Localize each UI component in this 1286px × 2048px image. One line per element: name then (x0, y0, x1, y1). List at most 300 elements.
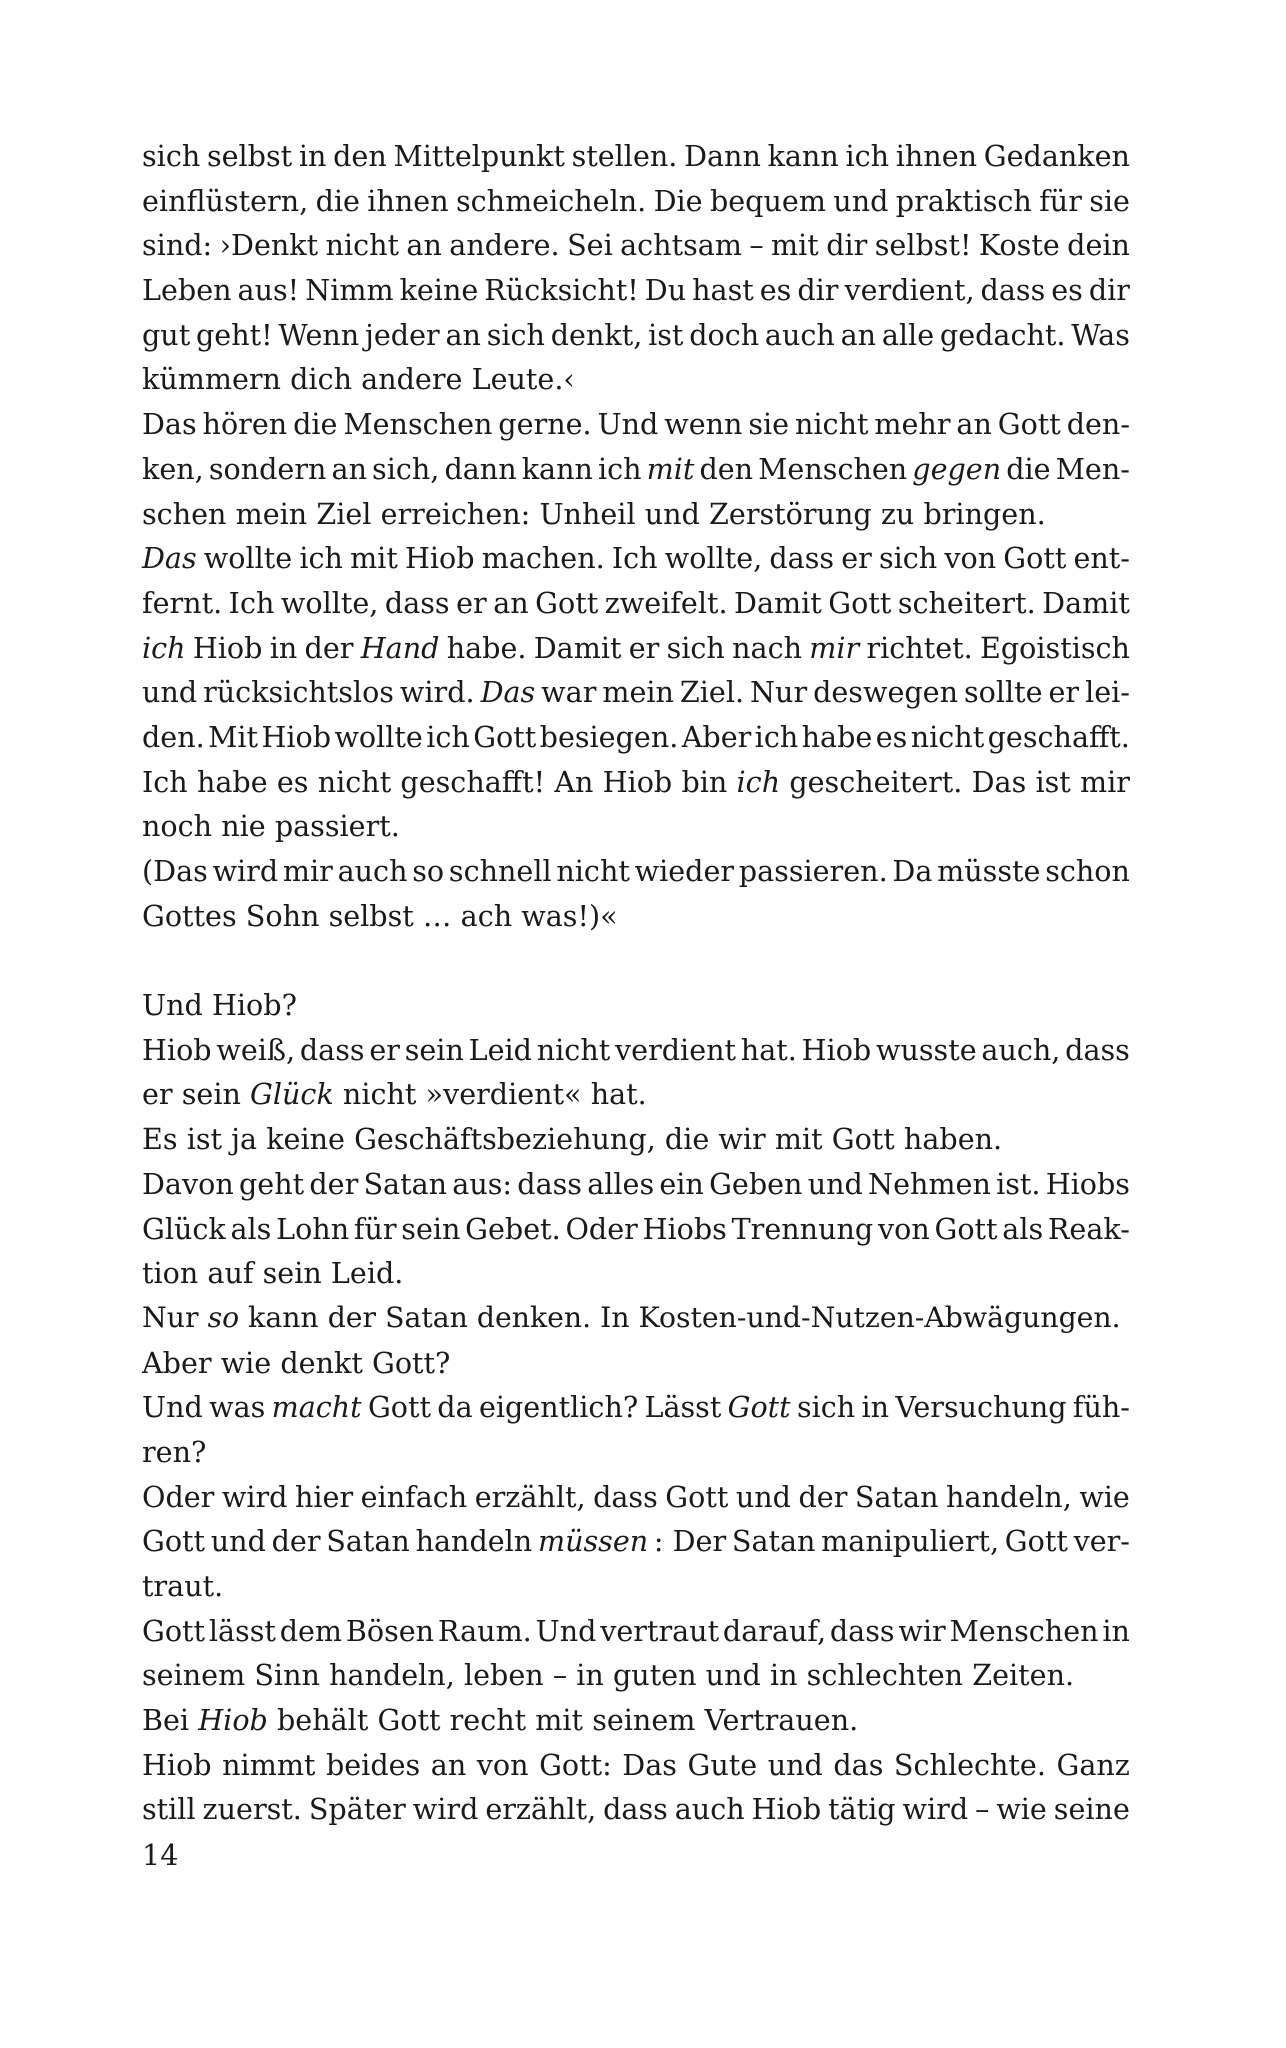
word: Ganz (1056, 1747, 1130, 1782)
word: Menschen (758, 451, 908, 486)
word: Gott: (539, 1747, 612, 1782)
word: denkt, (550, 317, 643, 352)
word: Hiobs (642, 1211, 727, 1246)
word: als (230, 1211, 272, 1246)
word: auch (764, 317, 835, 352)
word: Hiob (404, 541, 475, 576)
word: praktisch (895, 183, 1032, 218)
word: erzählt, (485, 1792, 597, 1827)
word: erzählt, (474, 1479, 586, 1514)
word: nicht (536, 1032, 611, 1067)
word: beides (325, 1747, 421, 1782)
italic-word: Das (142, 541, 197, 576)
text-line (142, 1787, 1130, 1832)
word: Leute.‹ (471, 362, 575, 397)
word: ist (1035, 764, 1071, 799)
word: lässt (208, 1613, 276, 1648)
word: gerne. (498, 407, 592, 442)
word: passiert. (274, 809, 400, 844)
word: und (833, 183, 889, 218)
word: Hiobs (1045, 1166, 1130, 1201)
word: er (628, 630, 660, 665)
word: wieder (634, 854, 735, 888)
word: kann (248, 1300, 319, 1334)
word: Aber (681, 719, 752, 754)
text-line (142, 268, 1130, 313)
word: den. (142, 719, 205, 754)
word: habe (196, 764, 268, 799)
word: dich (290, 362, 353, 397)
word: er (142, 1077, 173, 1112)
text-line (142, 1207, 1130, 1252)
word: von (944, 541, 997, 576)
word: sein (404, 1032, 464, 1067)
word: selbst (206, 139, 293, 173)
word: selbst! (874, 228, 972, 263)
word: auch, (981, 1032, 1061, 1067)
word: dem (279, 1613, 343, 1648)
word: jeder (365, 317, 440, 352)
italic-word: Glück (250, 1077, 334, 1112)
word: noch (142, 809, 213, 844)
word: nicht (795, 407, 869, 442)
word: der (798, 1479, 848, 1514)
word: besiegen. (539, 719, 679, 754)
word: bin (681, 764, 728, 799)
word: Vertrauen. (704, 1703, 859, 1738)
word: gut (142, 317, 191, 352)
word: ver- (1073, 1524, 1130, 1559)
word: einflüstern, (142, 183, 309, 218)
word: Und (142, 1390, 203, 1425)
text-line (142, 447, 1130, 492)
text-line (142, 134, 1130, 179)
italic-word: müssen (537, 1524, 649, 1559)
body-text (142, 134, 1130, 1832)
word: deswegen (813, 675, 959, 710)
word: behält (276, 1703, 369, 1738)
word: Aber (142, 1345, 212, 1380)
word: mir (282, 854, 333, 888)
word: habe (801, 719, 873, 754)
word: mir (1080, 764, 1130, 799)
word: kann (521, 451, 593, 486)
text-line (142, 492, 1130, 537)
word: Satan (731, 1524, 816, 1559)
word: machen. (481, 541, 605, 576)
word: er (841, 541, 872, 576)
italic-word: mit (646, 451, 695, 486)
word: an (430, 1747, 467, 1782)
word: wie (220, 1345, 272, 1380)
word: richtet. (866, 630, 973, 665)
word: Leben (142, 273, 232, 308)
word: dass (980, 273, 1046, 308)
word: nicht (342, 1077, 417, 1112)
word: dass (593, 1479, 658, 1514)
word: und (735, 1479, 791, 1514)
word: verdient (615, 1032, 737, 1067)
word: schen (142, 496, 227, 531)
word: Du (644, 273, 687, 308)
word: an (840, 317, 877, 352)
word: alles (587, 1166, 655, 1201)
word: von (476, 1747, 529, 1782)
word: aus: (452, 1166, 513, 1201)
word: Davon (142, 1166, 234, 1201)
word: an (493, 585, 529, 620)
word: da (437, 1390, 473, 1425)
word: in (861, 1390, 890, 1425)
word: Geben (709, 1166, 803, 1201)
word: auch (674, 1792, 745, 1827)
word: schmeicheln. (455, 183, 647, 218)
word: Gott? (371, 1345, 451, 1380)
word: sich (796, 1390, 856, 1425)
word: Kosten-und-Nutzen-Abwägungen. (638, 1300, 1121, 1334)
word: hat. (740, 1032, 797, 1067)
word: ein (659, 1166, 704, 1201)
word: Da (892, 854, 933, 888)
word: ist (186, 1122, 222, 1157)
word: Gott (535, 585, 599, 620)
word: müsste (937, 854, 1041, 888)
word: – (975, 1792, 990, 1827)
word: sein (262, 1256, 322, 1291)
word: er (369, 1032, 400, 1067)
word: mit (535, 1703, 584, 1738)
word: gedacht. (939, 317, 1066, 352)
word: Hiob (602, 764, 673, 799)
word: wollte, (280, 585, 379, 620)
word: es (1051, 273, 1083, 308)
text-line (142, 1162, 1130, 1207)
word: Gebet. (465, 1211, 561, 1246)
text-line (142, 1475, 1130, 1520)
word: Gottes (142, 898, 237, 933)
word: Gott (934, 1211, 998, 1246)
word: mein (235, 496, 308, 531)
word: weiß, (216, 1032, 296, 1067)
text-line (142, 1519, 1130, 1564)
text-line (142, 894, 1130, 939)
word: nicht (325, 228, 399, 263)
text-line (142, 1296, 1130, 1341)
word: wie (1079, 1479, 1130, 1514)
word: achtsam (620, 228, 742, 263)
word: der (309, 1166, 359, 1201)
word: wir (898, 1613, 946, 1648)
word: Damit (533, 630, 622, 665)
word: Menschen (949, 1613, 1099, 1648)
word: Gott (831, 1122, 895, 1157)
word: bringen. (923, 496, 1046, 531)
word: für (1039, 183, 1082, 218)
word: scheitert. (897, 585, 1036, 620)
word: Das (622, 1747, 677, 1782)
word: Mit (208, 719, 259, 754)
word: passieren. (738, 854, 888, 888)
word: rücksichtslos (203, 675, 394, 710)
word: und (644, 496, 700, 531)
text-line (142, 760, 1130, 805)
italic-word: ich (736, 764, 781, 799)
text-line (142, 1564, 1130, 1609)
word: Oder (142, 1479, 215, 1514)
word: Und (535, 1613, 597, 1648)
text-line (142, 1028, 1130, 1073)
word: Hiob? (211, 988, 297, 1023)
word: Gott (473, 719, 537, 754)
word: an (445, 317, 481, 352)
word: sein (181, 1077, 241, 1112)
word: (Das (142, 854, 208, 888)
word: Bösen (345, 1613, 435, 1648)
italic-word: Hand (360, 630, 440, 665)
word: hat. (590, 1077, 647, 1112)
word: mein (602, 675, 674, 710)
italic-word: gegen (912, 451, 1002, 486)
word: Gott (828, 585, 892, 620)
word: Sinn (254, 1658, 320, 1693)
word: seine (1053, 1792, 1130, 1827)
word: Satan (363, 1166, 448, 1201)
word: geht (238, 1166, 305, 1201)
text-line (142, 223, 1130, 268)
word: Unheil (539, 496, 636, 531)
word: ist (648, 317, 684, 352)
word: ich (426, 719, 470, 754)
word: sind: (142, 228, 213, 263)
word: Gott (997, 407, 1061, 442)
word: der (327, 1300, 377, 1334)
word: mit (350, 541, 398, 576)
word: Gott (665, 1479, 729, 1514)
word: selbst (328, 898, 414, 933)
word: dass (829, 1613, 895, 1648)
word: verdient, (844, 273, 975, 308)
word: nicht (317, 764, 392, 799)
word: lei- (1085, 675, 1130, 710)
word: sich (878, 541, 938, 576)
word: Und (142, 988, 203, 1023)
text-line (142, 357, 1130, 402)
word: keine (399, 273, 479, 308)
word: den (699, 451, 754, 486)
word: darauf, (722, 1613, 827, 1648)
word: recht (449, 1703, 527, 1738)
word: die (315, 183, 360, 218)
word: für (353, 1211, 397, 1246)
text-line (142, 1743, 1130, 1788)
word: vertraut (600, 1613, 720, 1648)
text-line (142, 849, 1130, 894)
word: wollte, (664, 541, 763, 576)
word: was (209, 1390, 266, 1425)
word: der (304, 630, 354, 665)
word: seinem (592, 1703, 696, 1738)
word: Das (971, 764, 1027, 799)
italic-word: so (207, 1300, 240, 1334)
italic-word: Hiob (198, 1703, 268, 1738)
word: handeln, (946, 1479, 1072, 1514)
word: Hiob (751, 1792, 822, 1827)
word: Gott (377, 1703, 441, 1738)
word: wird (412, 1792, 479, 1827)
word: schon (1045, 854, 1130, 888)
text-line (142, 1072, 1130, 1117)
word: In (600, 1300, 630, 1334)
word: Lässt (644, 1390, 722, 1425)
word: sich, (372, 451, 440, 486)
word: – (749, 228, 764, 263)
word: guten (612, 1658, 697, 1693)
word: dein (1067, 228, 1130, 263)
word: wollte (334, 719, 423, 754)
word: es (759, 273, 792, 308)
word: ich (597, 451, 642, 486)
word: Egoistisch (980, 630, 1130, 665)
word: mit (771, 228, 819, 263)
word: aus! (237, 273, 300, 308)
word: an (956, 407, 992, 442)
word: geht! (196, 317, 273, 352)
word: ist. (996, 1166, 1041, 1201)
word: andere (361, 362, 463, 397)
word: Wenn (278, 317, 360, 352)
word: sondern (208, 451, 327, 486)
word: Leid (468, 1032, 532, 1067)
word: tion (142, 1256, 199, 1291)
word: an (406, 228, 442, 263)
word: nicht (556, 854, 630, 888)
word: schlechten (806, 1658, 964, 1693)
word: fernt. (142, 585, 223, 620)
word: Schlechte. (893, 1747, 1046, 1782)
word: Menschen (343, 407, 493, 442)
word: geschafft! (400, 764, 546, 799)
word: und (807, 1166, 863, 1201)
word: dass (603, 1792, 668, 1827)
word: dass (299, 1032, 365, 1067)
text-line (142, 1609, 1130, 1654)
text-line (142, 670, 1130, 715)
word: Zerstörung (709, 496, 872, 531)
word: Hiob (261, 719, 332, 754)
word: dass (1065, 1032, 1130, 1067)
word: Satan (385, 1300, 468, 1334)
word: in (1102, 1613, 1130, 1648)
word: … (422, 898, 452, 933)
word: kümmern (142, 362, 281, 397)
word: die (1006, 451, 1051, 486)
word: nie (221, 809, 266, 844)
word: und (705, 1658, 761, 1693)
word: stellen. (571, 139, 678, 173)
word: Raum. (437, 1613, 532, 1648)
word: Sei (567, 228, 613, 263)
word: ihnen (367, 183, 449, 218)
word: Leid. (330, 1256, 404, 1291)
word: Trennung (731, 1211, 874, 1246)
word: Ich (142, 764, 188, 799)
word: manipuliert, (821, 1524, 1000, 1559)
word: auf (207, 1256, 254, 1291)
word: Mittelpunkt (393, 139, 565, 173)
word: Zeiten. (972, 1658, 1075, 1693)
word: auch (337, 854, 408, 888)
italic-word: mir (809, 630, 860, 665)
word: denken. (476, 1300, 592, 1334)
word: Ziel (316, 496, 372, 531)
word: einfach (360, 1479, 468, 1514)
word: das (833, 1747, 884, 1782)
word: denkt (280, 1345, 363, 1380)
word: Damit (734, 585, 822, 620)
word: Ich (611, 541, 658, 576)
word: Nur (750, 675, 808, 710)
word: dann (444, 451, 517, 486)
word: in (298, 139, 327, 173)
word: An (554, 764, 594, 799)
text-line (142, 581, 1130, 626)
word: wird (902, 1792, 969, 1827)
word: es (276, 764, 309, 799)
word: Dann (684, 139, 761, 173)
word: kann (767, 139, 839, 173)
word: alle (881, 317, 935, 352)
word: den- (1066, 407, 1130, 442)
word: tätig (828, 1792, 896, 1827)
word: seinem (142, 1658, 246, 1693)
word: Bei (142, 1703, 190, 1738)
text-line (142, 179, 1130, 224)
word: sich (486, 317, 545, 352)
word: sich (666, 630, 725, 665)
word: Versuchung (895, 1390, 1067, 1425)
text-line (142, 983, 1130, 1028)
word: Und (597, 407, 659, 442)
word: Glück (142, 1211, 226, 1246)
word: hören (202, 407, 288, 442)
italic-word: macht (271, 1390, 362, 1425)
word: Hiob (192, 630, 263, 665)
word: füh- (1072, 1390, 1130, 1425)
word: Gott (1003, 541, 1067, 576)
word: – (552, 1658, 568, 1693)
word: Nimm (305, 273, 394, 308)
word: in (576, 1658, 604, 1693)
word: Es (142, 1122, 178, 1157)
word: so (412, 854, 445, 888)
word: geschafft. (987, 719, 1130, 754)
word: ›Denkt (219, 228, 319, 263)
text-line (142, 804, 1130, 849)
word: wir (718, 1122, 766, 1157)
word: Gott (142, 1613, 206, 1648)
word: dir (826, 228, 868, 263)
word: Rücksicht! (484, 273, 639, 308)
italic-word: Das (480, 675, 536, 710)
word: sein (401, 1211, 461, 1246)
text-line (142, 626, 1130, 671)
word: Damit (1042, 585, 1130, 620)
text-line (142, 1117, 1130, 1162)
text-line (142, 536, 1130, 581)
word: ihnen (895, 139, 978, 173)
word: Hiob (801, 1032, 872, 1067)
word: Gedanken (983, 139, 1130, 173)
